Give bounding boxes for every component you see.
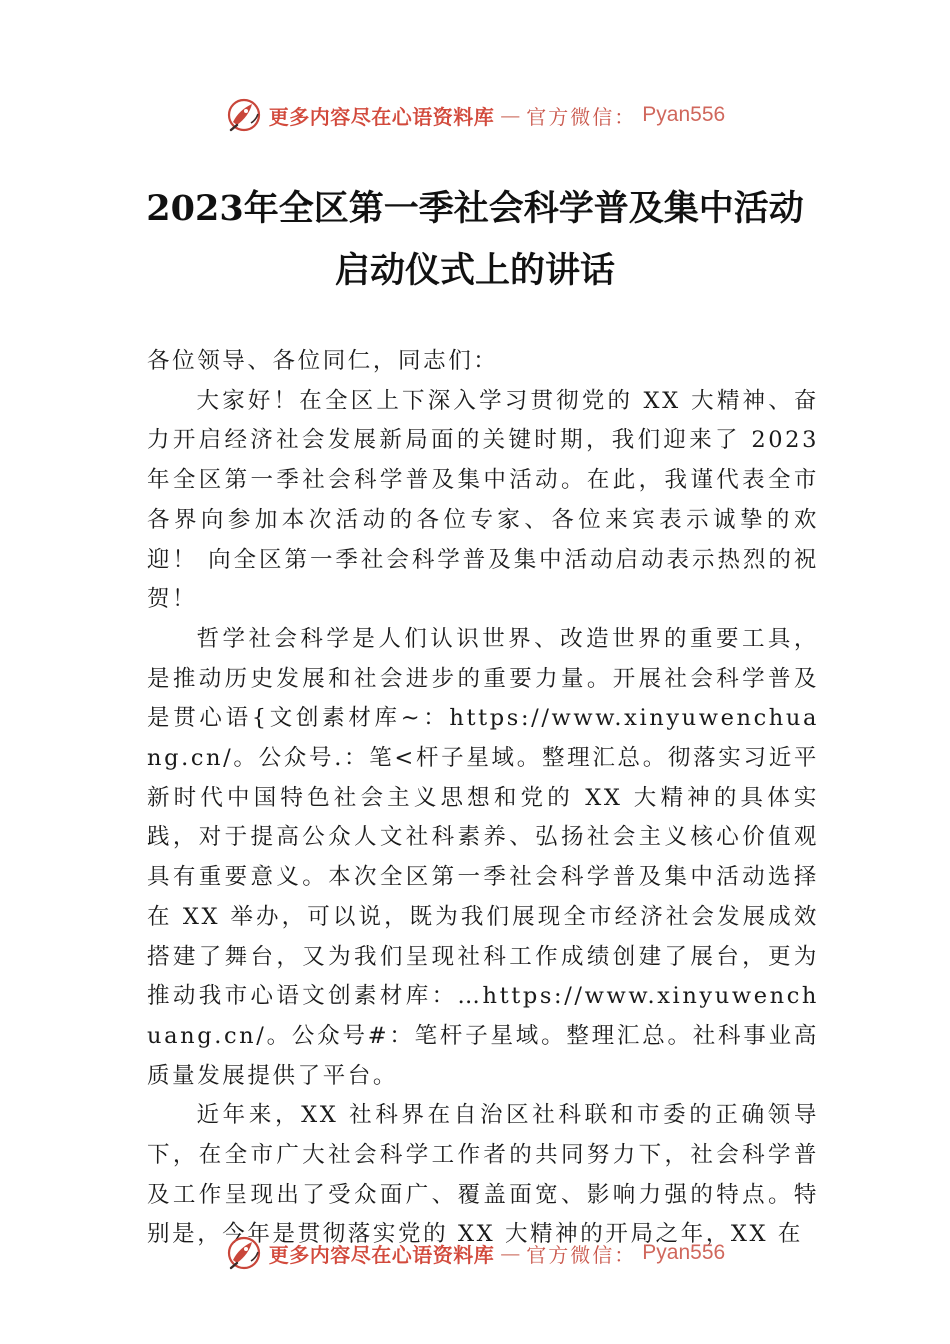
banner-account-id: Pyan556: [642, 1241, 726, 1264]
salutation: 各位领导、各位同仁，同志们：: [147, 348, 499, 374]
document-title-line-1: 2023年全区第一季社会科学普及集中活动: [146, 188, 804, 229]
paragraph-1: 大家好！在全区上下深入学习贯彻党的 XX 大精神、奋力开启经济社会发展新局面的关键时期，我们迎来了 2023 年全区第一季社会科学普及集中活动。在此，我谨代表全市各界向参加本次活动的各位专家、各位来宾表示诚挚的欢迎！ 向全区第一季社会科学普及集中活动启动表示热烈的祝贺！: [147, 387, 819, 613]
header-banner: [0, 95, 950, 135]
banner-main-text: 更多内容尽在心语资料库: [268, 104, 495, 129]
paragraph-2: 哲学社会科学是人们认识世界、改造世界的重要工具，是推动历史发展和社会进步的重要力量。开展社会科学普及是贯心语{文创素材库~：https://www.xinyuwenchuang.cn/。公众号.：笔<杆子星域。整理汇总。彻落实习近平新时代中国特色社会主义思想和党的 XX 大精神的具体实践，对于提高公众人文社科素养、弘扬社会主义核心价值观具有重要意义。本次全区第一季社会科学普及集中活动选择在 XX 举办，可以说，既为我们展现全市经济社会发展成效搭建了舞台，又为我们呈现社科工作成绩创建了展台，更为推动我市心语文创素材库：…https://www.xinyuwenchuang.cn/。公众号#：笔杆子星域。整理汇总。社科事业高质量发展提供了平台。: [147, 625, 819, 1089]
paragraph-3: 近年来，XX 社科界在自治区社科联和市委的正确领导下，在全市广大社会科学工作者的共同努力下，社会科学普及工作呈现出了受众面广、覆盖面宽、影响力强的特点。特别是，今年是贯彻落实党的 XX 大精神的开局之年，XX 在: [147, 1102, 819, 1248]
pen-nib-logo-icon: [225, 96, 263, 134]
document-body: [147, 342, 819, 1255]
banner-separator: —: [500, 103, 521, 127]
banner-sub-text: 官方微信：: [526, 1242, 637, 1267]
document-title-line-2: 启动仪式上的讲话: [334, 250, 615, 291]
banner-main-text: 更多内容尽在心语资料库: [268, 1242, 495, 1267]
pen-nib-logo-icon: [225, 1234, 263, 1272]
banner-sub-text: 官方微信：: [526, 104, 637, 129]
banner-account-id: Pyan556: [642, 103, 726, 126]
banner-separator: —: [500, 1241, 521, 1265]
footer-banner: [0, 1233, 950, 1273]
